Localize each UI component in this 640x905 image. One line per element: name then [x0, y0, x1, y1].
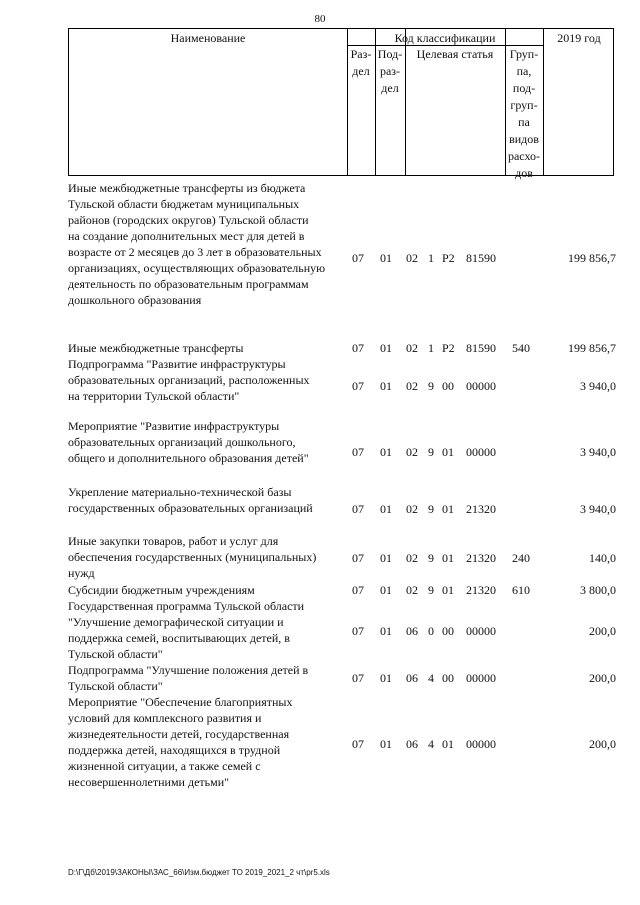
row-program: 02 — [406, 551, 418, 565]
row-section: 07 — [352, 502, 364, 516]
row-subsection: 01 — [380, 583, 392, 597]
row-direction: 00000 — [466, 737, 496, 751]
row-section: 07 — [352, 583, 364, 597]
row-section: 07 — [352, 445, 364, 459]
row-section: 07 — [352, 624, 364, 638]
row-direction: 00000 — [466, 379, 496, 393]
row-amount: 3 940,0 — [580, 502, 616, 516]
row-direction: 21320 — [466, 583, 496, 597]
header-code-classification: Код классификации — [394, 31, 496, 45]
table-header — [68, 28, 614, 180]
row-program: 06 — [406, 737, 418, 751]
row-name: Подпрограмма "Улучшение положения детей в Тульской области" — [68, 663, 309, 693]
row-program: 02 — [406, 502, 418, 516]
row-activity: 00 — [442, 379, 454, 393]
row-activity: 00 — [442, 624, 454, 638]
header-name: Наименование — [170, 31, 246, 45]
header-divider — [543, 29, 544, 175]
row-subsection: 01 — [380, 379, 392, 393]
row-section: 07 — [352, 341, 364, 355]
row-direction: 21320 — [466, 502, 496, 516]
row-name: Укрепление материально-технической базы государственных образовательных организаций — [68, 485, 313, 515]
row-direction: 00000 — [466, 445, 496, 459]
row-activity: 01 — [442, 583, 454, 597]
row-subprogram: 9 — [428, 502, 434, 516]
row-subsection: 01 — [380, 671, 392, 685]
row-program: 02 — [406, 583, 418, 597]
row-name: Иные межбюджетные трансферты из бюджета Тульской области бюджетам муниципальных районов (городских округов) Тульской области на создание дополнительных мест для детей в возрасте от 2 месяцев до 3 лет в образовательных организациях, осуществляющих образовательную деятельность по образовательным программам дошкольного образования — [68, 181, 326, 307]
row-amount: 200,0 — [589, 671, 616, 685]
row-activity: P2 — [442, 251, 455, 265]
row-program: 02 — [406, 251, 418, 265]
row-name: Иные межбюджетные трансферты — [68, 341, 244, 355]
row-program: 02 — [406, 445, 418, 459]
row-activity: 01 — [442, 445, 454, 459]
row-section: 07 — [352, 671, 364, 685]
row-name: Мероприятие "Обеспечение благоприятных условий для комплексного развития и жизнедеятельности детей, государственная поддержка детей, находящихся в трудной жизненной ситуации, а также семей с несовершеннолетними детьми" — [68, 695, 293, 789]
row-amount: 3 940,0 — [580, 379, 616, 393]
row-name: Государственная программа Тульской области "Улучшение демографической ситуации и поддержка семей, воспитывающих детей, в Тульской области" — [68, 599, 305, 661]
row-subsection: 01 — [380, 737, 392, 751]
row-section: 07 — [352, 551, 364, 565]
row-program: 02 — [406, 341, 418, 355]
header-section: Раз- дел — [350, 47, 372, 78]
row-subprogram: 1 — [428, 251, 434, 265]
row-subprogram: 9 — [428, 445, 434, 459]
row-name: Мероприятие "Развитие инфраструктуры образовательных организаций дошкольного, общего и дополнительного образования детей" — [68, 419, 309, 465]
row-name: Субсидии бюджетным учреждениям — [68, 583, 255, 597]
row-amount: 3 940,0 — [580, 445, 616, 459]
row-activity: 00 — [442, 671, 454, 685]
header-expense-group: Груп- па, под- груп- па видов расхо- дов — [507, 47, 541, 180]
header-target-article: Целевая статья — [416, 47, 494, 61]
row-subsection: 01 — [380, 445, 392, 459]
row-direction: 00000 — [466, 671, 496, 685]
row-amount: 200,0 — [589, 737, 616, 751]
row-name: Подпрограмма "Развитие инфраструктуры образовательных организаций, расположенных на территории Тульской области" — [68, 357, 310, 403]
row-subsection: 01 — [380, 624, 392, 638]
row-expense-group: 240 — [512, 551, 530, 565]
row-activity: 01 — [442, 737, 454, 751]
row-amount: 199 856,7 — [568, 251, 616, 265]
row-activity: P2 — [442, 341, 455, 355]
row-subprogram: 4 — [428, 737, 434, 751]
row-subsection: 01 — [380, 341, 392, 355]
row-subprogram: 9 — [428, 583, 434, 597]
row-program: 06 — [406, 624, 418, 638]
row-amount: 140,0 — [589, 551, 616, 565]
footer-file-path: D:\Г\Дб\2019\ЗАКОНЫ\ЗАС_66\Изм.бюджет ТО 2019_2021_2 чт\pr5.xls — [68, 868, 330, 877]
row-name: Иные закупки товаров, работ и услуг для обеспечения государственных (муниципальных) нужд — [68, 534, 317, 580]
row-expense-group: 610 — [512, 583, 530, 597]
row-subsection: 01 — [380, 251, 392, 265]
row-subprogram: 0 — [428, 624, 434, 638]
row-direction: 00000 — [466, 624, 496, 638]
row-subprogram: 9 — [428, 379, 434, 393]
row-activity: 01 — [442, 502, 454, 516]
row-direction: 81590 — [466, 251, 496, 265]
row-amount: 200,0 — [589, 624, 616, 638]
row-subprogram: 9 — [428, 551, 434, 565]
row-direction: 81590 — [466, 341, 496, 355]
row-amount: 3 800,0 — [580, 583, 616, 597]
row-section: 07 — [352, 737, 364, 751]
header-year: 2019 год — [557, 31, 601, 45]
row-section: 07 — [352, 379, 364, 393]
row-expense-group: 540 — [512, 341, 530, 355]
page-number: 80 — [314, 13, 326, 25]
row-direction: 21320 — [466, 551, 496, 565]
row-subprogram: 4 — [428, 671, 434, 685]
row-section: 07 — [352, 251, 364, 265]
row-program: 02 — [406, 379, 418, 393]
row-program: 06 — [406, 671, 418, 685]
row-activity: 01 — [442, 551, 454, 565]
row-subsection: 01 — [380, 551, 392, 565]
header-subsection: Под- раз- дел — [377, 47, 403, 95]
row-subprogram: 1 — [428, 341, 434, 355]
row-subsection: 01 — [380, 502, 392, 516]
row-amount: 199 856,7 — [568, 341, 616, 355]
